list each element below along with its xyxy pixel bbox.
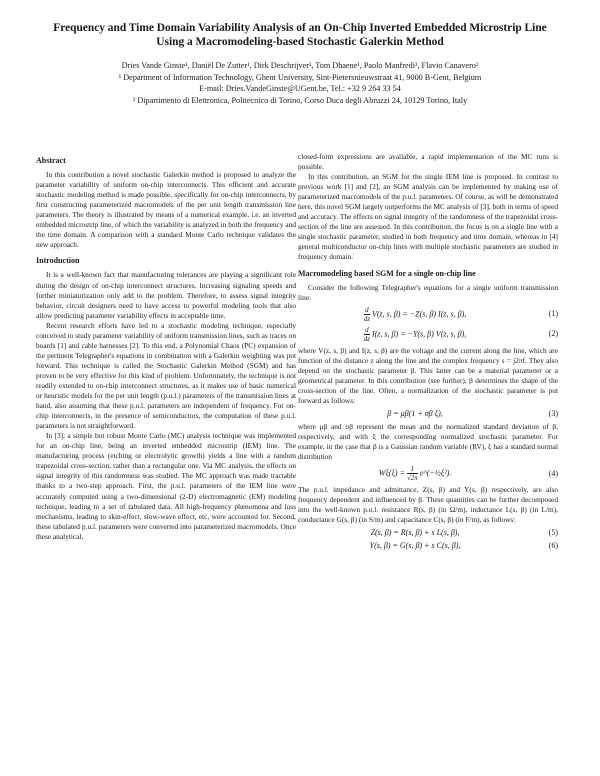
author-email: E-mail: Dries.VandeGinste@UGent.be, Tel.: +32 9 264 33 54 bbox=[199, 84, 401, 93]
right-paragraph-3: Consider the following Telegrapher's equations for a single uniform transmission line: bbox=[298, 282, 558, 302]
equation-2 bbox=[298, 326, 558, 343]
right-paragraph-2: In this contribution, an SGM for the single IEM line is proposed. In contrast to previous work [1] and [2], an SGM analysis can be implemented by making use of parameterized macromodels of the p.u.l. parameters. Of course, as will be demonstrated here, this novel SGM largely outperforms the MC analysis of [3], both in terms of speed and accuracy. The effects on signal integrity of the randomness of the trapezoidal cross-section of the line are assessed. In this contribution, the focus is on a single line with a single stochastic parameter, studied in both frequency and time domain, whereas in [4] general multiconductor on-chip lines with multiple stochastic parameters are studied in frequency domain. bbox=[298, 172, 558, 262]
equation-4-number: (4) bbox=[548, 468, 558, 478]
affiliation-2: ² Dipartimento di Elettronica, Politecnico di Torino, Corso Duca degli Abruzzi 24, 10129 Torino, Italy bbox=[132, 95, 468, 105]
intro-paragraph-3: In [3], a simple but robust Monte Carlo (MC) analysis technique was implemented for an on-chip line, being an inverted embedded microstrip (IEM) line. The manufacturing process (etching or electrolytic growth) yields a line with a random trapezoidal cross-section, rather than a rectangular one. Via MC analysis, the effects on signal integrity of this randomness was studied. The MC approach was made tractable thanks to a two-step approach. First, the p.u.l. parameters of the IEM line were accurately computed using a two-dimensional (2-D) electromagnetic (EM) modeling technique, leading to a set of tabulated data. All high-frequency phenomena and loss mechanisms, leading to skin-effect, slow-wave effect, etc, were accounted for. Second, these tabulated p.u.l. parameters were converted into parameterized macromodels. Once these analytical, bbox=[36, 431, 296, 541]
equation-6-number: (6) bbox=[548, 541, 558, 551]
intro-paragraph-1: It is a well-known fact that manufacturing tolerances are playing a significant role during the design of on-chip interconnect structures. Increasing signaling speeds and further miniaturization only add to the problem. Therefore, to assess signal integrity behavior, circuit designers need to have access to powerful modeling tools that also allow predicting parameter variability effects in acceptable time. bbox=[36, 270, 296, 320]
author-block bbox=[30, 60, 570, 106]
equation-6 bbox=[298, 541, 558, 551]
derivative-operator: $\frac{d}{dz}$ bbox=[363, 305, 370, 323]
equation-2-number: (2) bbox=[548, 329, 558, 339]
equation-2-body: I(z, s, β) = −Y(s, β) V(z, s, β), bbox=[371, 329, 467, 338]
introduction-heading: Introduction bbox=[36, 256, 80, 266]
right-paragraph-5: where μβ and σβ represent the mean and the normalized standard deviation of β, respectively, and with ξ the corresponding normalized stochastic parameter. For example, in the case that β is a Gaussian random variable (RV), ξ has a standard normal distribution bbox=[298, 421, 558, 462]
abstract-text: In this contribution a novel stochastic Galerkin method is proposed to analyze the parameter variability of uniform on-chip interconnects. This efficient and accurate stochastic modeling method is made possible, specifically for on-chip interconnects, by first constructing parameterized macromodels of the per unit length transmission line parameters. The theory is illustrated by means of a numerical example, i.e. an inverted embedded microstrip line, of which the variability is analyzed in both the frequency and the time domain. A comparison with a standard Monte Carlo technique validates the new approach. bbox=[36, 170, 296, 250]
equation-1-body: V(z, s, β) = −Z(s, β) I(z, s, β), bbox=[371, 309, 467, 318]
affiliation-1: ¹ Department of Information Technology, Ghent University, Sint-Pietersnieuwstraat 41, 9000 B-Gent, Belgium bbox=[118, 72, 482, 82]
equation-3-number: (3) bbox=[548, 408, 558, 418]
equation-6-body: Y(s, β) = G(s, β) + s C(s, β), bbox=[369, 541, 461, 551]
equation-3 bbox=[298, 409, 558, 419]
equation-5 bbox=[298, 528, 558, 538]
left-column bbox=[36, 152, 296, 542]
equation-1-number: (1) bbox=[548, 309, 558, 319]
equation-5-body: Z(s, β) = R(s, β) + s L(s, β), bbox=[370, 528, 460, 538]
equation-1 bbox=[298, 306, 558, 323]
derivative-operator: $\frac{d}{dz}$ bbox=[363, 325, 370, 343]
right-paragraph-1: closed-form expressions are available, a rapid implementation of the MC runs is possible. bbox=[298, 152, 558, 172]
equation-4-rhs: e^(−½ξ²). bbox=[419, 468, 452, 478]
equation-3-body: β = μβ(1 + σβ ξ), bbox=[387, 408, 443, 418]
equation-4 bbox=[298, 465, 558, 482]
equation-4-lhs: Wξ(ξ) = bbox=[378, 468, 405, 478]
right-column bbox=[298, 152, 558, 554]
author-names: Dries Vande Ginste¹, Daniël De Zutter¹, Dirk Deschrijver¹, Tom Dhaene¹, Paolo Manfredi², Flavio Canavero² bbox=[121, 61, 479, 70]
intro-paragraph-2: Recent research efforts have led to a stochastic modeling technique, especially conceived to study parameter variability of uniform transmission lines, such as traces on boards [1] and cable harnesses [2]. To this end, a Polynomial Chaos (PC) expansion of the pertinent Telegrapher's equations in combination with a Galerkin weighting was put forward. This technique is called the Stochastic Galerkin Method (SGM) and has proven to be very effective for this kind of problem. Unfortunately, the technique is not readily extended to on-chip interconnect structures, as it makes use of basic numerical or heuristic models for the per unit length (p.u.l.) parameters of the transmission lines at hand, also assuming that these p.u.l. parameters are independent of frequency. For on-chip interconnects, in the presence of semiconductors, the computation of these p.u.l. parameters is not straightforward. bbox=[36, 320, 296, 431]
right-paragraph-6: The p.u.l. impedance and admittance, Z(s, β) and Y(s, β) respectively, are also frequency dependent and influenced by β. These quantities can be further decomposed into the well-known p.u.l. resistance R(s, β) (in Ω/m), inductance L(s, β) (in L/m), conductance G(s, β) (in S/m) and capacitance C(s, β) (in F/m), as follows: bbox=[298, 485, 558, 525]
right-paragraph-4: where V(z, s, β) and I(z, s, β) are the voltage and the current along the line, which are function of the distance z along the line and the complex frequency s = j2πf. They also depend on the stochastic parameter β. This latter can be a material parameter or a geometrical parameter. In this contribution (see further), β determines the shape of the cross-section of the line. Often, a normalization of the stochastic parameter is put forward as follows: bbox=[298, 345, 558, 405]
title-line-1: Frequency and Time Domain Variability Analysis of an On-Chip Inverted Embedded Microstrip Line bbox=[53, 22, 547, 34]
sgm-section-heading: Macromodeling based SGM for a single on-chip line bbox=[298, 268, 476, 278]
abstract-heading: Abstract bbox=[36, 156, 66, 165]
title-line-2: Using a Macromodeling-based Stochastic Galerkin Method bbox=[156, 36, 444, 48]
equation-5-number: (5) bbox=[548, 528, 558, 538]
equation-4-fraction: $\frac{1}{√2\pi}$ bbox=[406, 465, 418, 483]
paper-title bbox=[30, 21, 570, 49]
